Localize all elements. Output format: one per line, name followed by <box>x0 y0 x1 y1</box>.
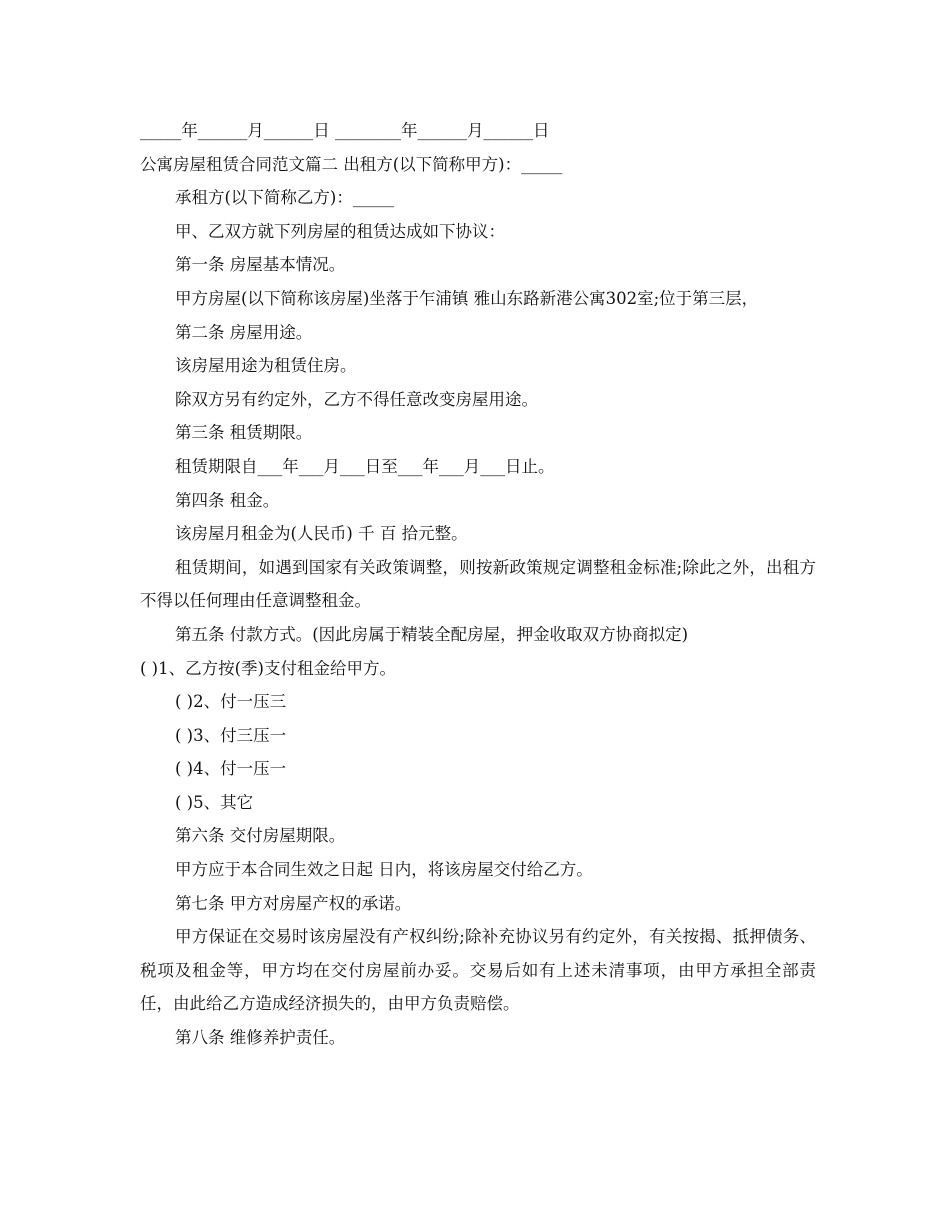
paragraph: 甲方应于本合同生效之日起 日内，将该房屋交付给乙方。 <box>175 860 593 880</box>
option-item: ( )4、付一压一 <box>175 759 287 779</box>
article-heading: 第一条 房屋基本情况。 <box>175 255 346 275</box>
article-heading: 第三条 租赁期限。 <box>175 423 313 443</box>
paragraph: 除双方另有约定外，乙方不得任意改变房屋用途。 <box>175 389 538 409</box>
paragraph: 租赁期间，如遇到国家有关政策调整，则按新政策规定调整租金标准;除此之外，出租方不得以任何理由任意调整租金。 <box>140 557 816 611</box>
paragraph: 租赁期限自___年___月___日至___年___月___日止。 <box>175 456 555 476</box>
option-item: ( )1、乙方按(季)支付租金给甲方。 <box>140 658 396 678</box>
paragraph: 该房屋月租金为(人民币) 千 百 拾元整。 <box>175 524 468 544</box>
title-line: 公寓房屋租赁合同范文篇二 出租方(以下简称甲方)：_____ <box>140 154 563 174</box>
paragraph: 甲方保证在交易时该房屋没有产权纠纷;除补充协议另有约定外，有关按揭、抵押债务、税项及租金等，甲方均在交付房屋前办妥。交易后如有上述未清事项，由甲方承担全部责任，由此给乙方造成经济损失的，由甲方负责赔偿。 <box>140 927 816 1014</box>
article-heading: 第六条 交付房屋期限。 <box>175 826 346 846</box>
option-item: ( )5、其它 <box>175 792 254 812</box>
option-item: ( )3、付三压一 <box>175 725 287 745</box>
option-item: ( )2、付一压三 <box>175 692 287 712</box>
paragraph: 甲方房屋(以下简称该房屋)坐落于乍浦镇 雅山东路新港公寓302室;位于第三层， <box>175 288 759 308</box>
date-line: _____年______月______日 ________年______月______日 <box>140 121 550 140</box>
article-heading: 第二条 房屋用途。 <box>175 322 313 342</box>
article-heading: 第七条 甲方对房屋产权的承诺。 <box>175 893 412 913</box>
article-heading: 第四条 租金。 <box>175 490 280 510</box>
article-heading: 第八条 维修养护责任。 <box>175 1028 346 1048</box>
document-page <box>140 114 816 1055</box>
article-heading: 第五条 付款方式。(因此房属于精装全配房屋，押金收取双方协商拟定) <box>175 624 689 644</box>
paragraph: 甲、乙双方就下列房屋的租赁达成如下协议： <box>175 221 505 241</box>
paragraph: 该房屋用途为租赁住房。 <box>175 356 357 376</box>
paragraph: 承租方(以下简称乙方)：_____ <box>175 188 395 208</box>
